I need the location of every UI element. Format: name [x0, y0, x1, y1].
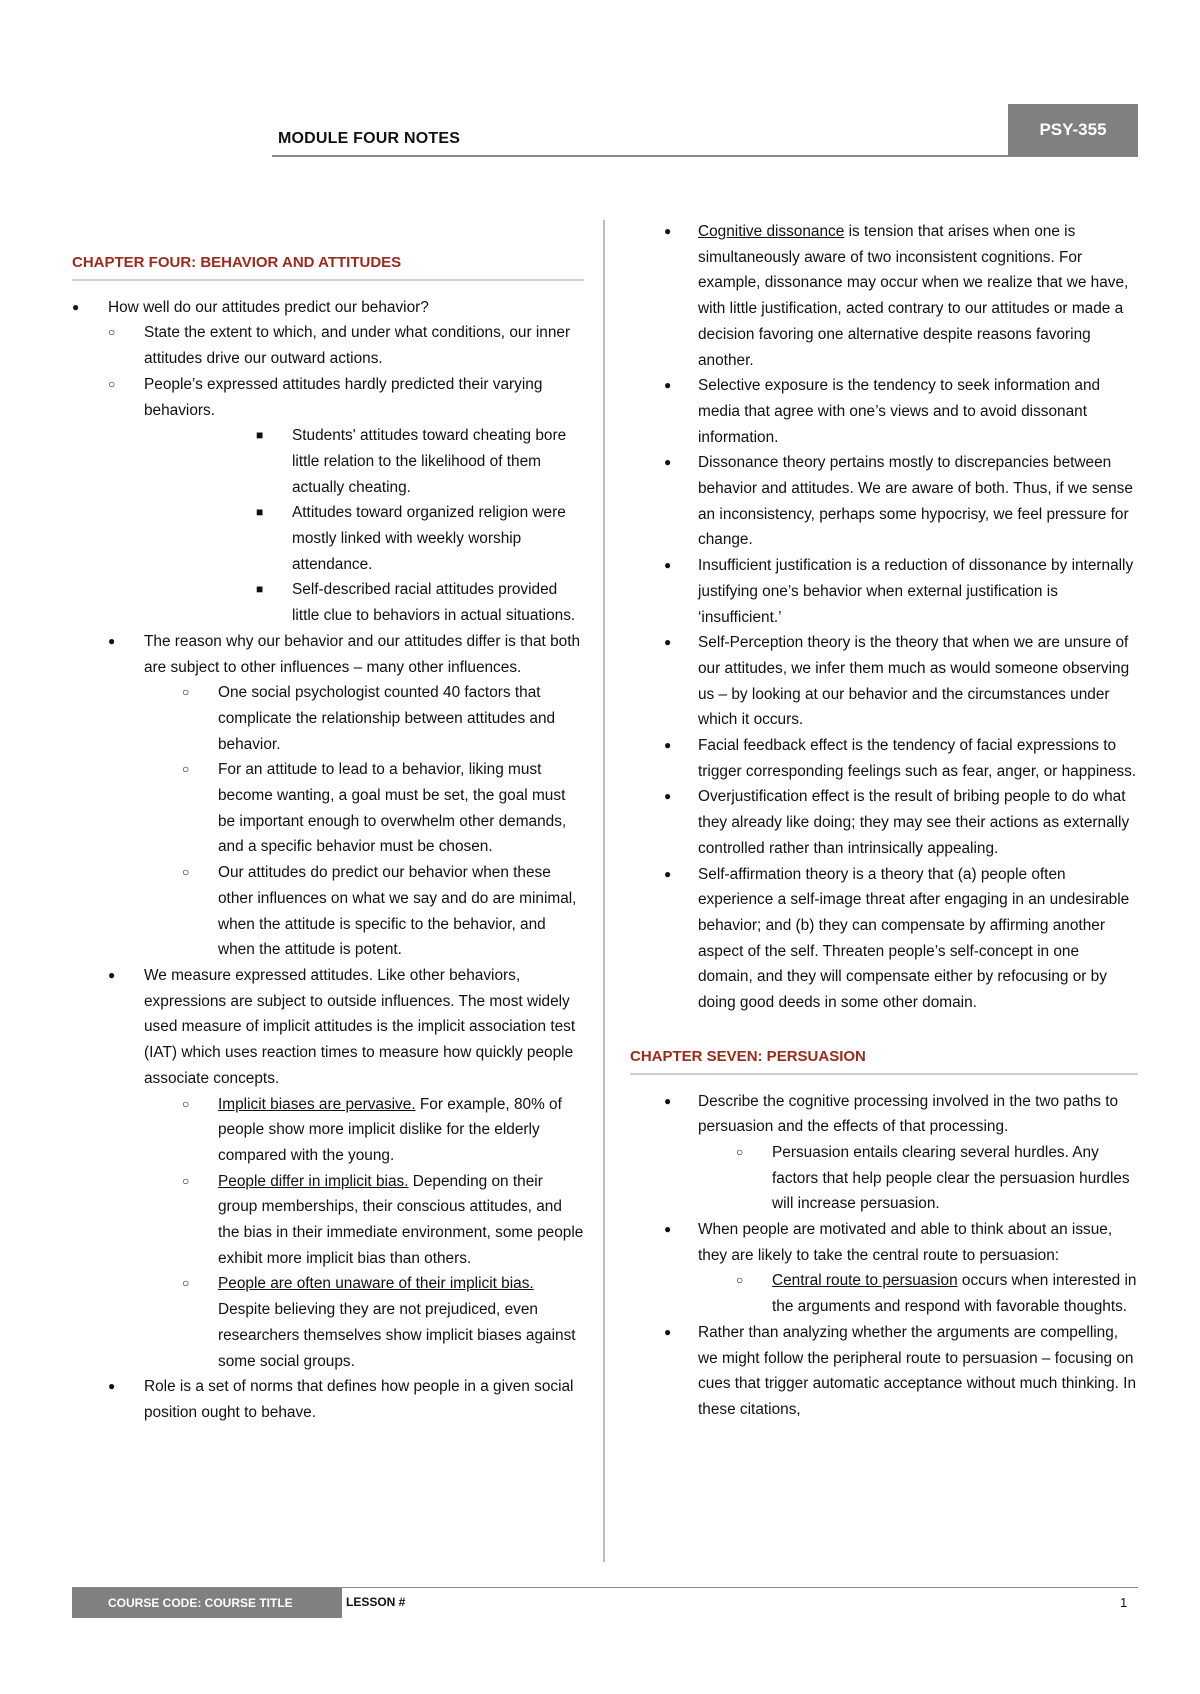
- list-item-text: Dissonance theory pertains mostly to discrepancies between behavior and attitudes. We are aware of both. Thus, if we sense an inconsistency, perhaps some hypocrisy, we feel pressure for change.: [698, 454, 1133, 549]
- list-item: [630, 862, 1138, 1016]
- list-item: [72, 423, 584, 500]
- list-item-text: One social psychologist counted 40 factors that complicate the relationship between attitudes and behavior.: [218, 684, 556, 753]
- chapter-seven-heading: CHAPTER SEVEN: PERSUASION: [630, 1044, 1138, 1075]
- list-item: [72, 963, 584, 1092]
- list-item-text: State the extent to which, and under what conditions, our inner attitudes drive our outward actions.: [144, 324, 571, 368]
- dot-bullet-icon: ●: [664, 378, 672, 393]
- chapter-four-heading: CHAPTER FOUR: BEHAVIOR AND ATTITUDES: [72, 250, 584, 281]
- column-divider: [603, 220, 605, 1562]
- list-item: [72, 1374, 584, 1425]
- list-item: [630, 450, 1138, 553]
- list-item: [72, 860, 584, 963]
- underlined-term: Central route to persuasion: [772, 1272, 958, 1290]
- dot-bullet-icon: ●: [664, 789, 672, 804]
- dot-bullet-icon: ●: [108, 1379, 116, 1394]
- list-item-text: We measure expressed attitudes. Like other behaviors, expressions are subject to outside influences. The most widely used measure of implicit attitudes is the implicit association test (IAT) which uses reaction times to measure how quickly people associate concepts.: [144, 966, 576, 1087]
- list-item: [72, 629, 584, 680]
- dot-bullet-icon: ●: [664, 635, 672, 650]
- underlined-term: Implicit biases are pervasive.: [218, 1095, 416, 1113]
- list-item: [630, 219, 1138, 373]
- right-notes-list: [630, 219, 1138, 1016]
- persuasion-notes-list: [630, 1089, 1138, 1423]
- circle-bullet-icon: ○: [736, 1273, 744, 1288]
- list-item: [630, 733, 1138, 784]
- dot-bullet-icon: ●: [664, 1222, 672, 1237]
- circle-bullet-icon: ○: [182, 1276, 190, 1291]
- dot-bullet-icon: ●: [72, 299, 80, 314]
- list-item-text: For example, 80% of people show more implicit dislike for the elderly compared with the young.: [218, 1095, 562, 1164]
- list-item: [630, 630, 1138, 733]
- course-badge: PSY-355: [1008, 104, 1138, 156]
- list-item-text: is tension that arises when one is simultaneously aware of two inconsistent cognitions. For example, dissonance may occur when we realize that we have, with little justification, acted contrary to our attitudes or made a decision favoring one alternative despite reasons favoring another.: [698, 223, 1129, 369]
- list-item: [630, 1089, 1138, 1140]
- list-item: [72, 1169, 584, 1272]
- list-item: [630, 1217, 1138, 1268]
- dot-bullet-icon: ●: [664, 224, 672, 238]
- circle-bullet-icon: ○: [108, 325, 116, 340]
- list-item-text: Self-affirmation theory is a theory that (a) people often experience a self-image threat after engaging in an undesirable behavior; and (b) they can compensate by affirming another aspect of the self. Threaten people’s self-concept in one domain, and they will compensate either by refocusing or by doing good deeds in some other domain.: [698, 865, 1130, 1012]
- left-notes-list: [72, 295, 584, 1426]
- list-item: [630, 1268, 1138, 1319]
- list-item-text: How well do our attitudes predict our behavior?: [108, 298, 429, 316]
- list-item: [72, 757, 584, 860]
- list-item-text: Self-Perception theory is the theory that when we are unsure of our attitudes, we infer them much as would someone observing us – by looking at our behavior and the circumstances under which it occurs.: [698, 634, 1130, 729]
- list-item: [72, 577, 584, 628]
- circle-bullet-icon: ○: [108, 376, 116, 391]
- list-item-text: People’s expressed attitudes hardly predicted their varying behaviors.: [144, 375, 543, 419]
- square-bullet-icon: ■: [256, 428, 264, 443]
- list-item-text: Despite believing they are not prejudiced, even researchers themselves show implicit biases against some social groups.: [218, 1301, 576, 1370]
- list-item: [630, 784, 1138, 861]
- circle-bullet-icon: ○: [182, 865, 190, 880]
- list-item-text: Self-described racial attitudes provided little clue to behaviors in actual situations.: [292, 581, 576, 625]
- footer-course: COURSE CODE: COURSE TITLE: [72, 1588, 342, 1618]
- list-item: [72, 295, 584, 321]
- list-item: [630, 1140, 1138, 1217]
- list-item-text: Students' attitudes toward cheating bore little relation to the likelihood of them actually cheating.: [292, 427, 567, 496]
- list-item-text: Role is a set of norms that defines how people in a given social position ought to behave.: [144, 1378, 574, 1421]
- dot-bullet-icon: ●: [664, 738, 672, 753]
- dot-bullet-icon: ●: [664, 1093, 672, 1108]
- page-title: MODULE FOUR NOTES: [278, 130, 461, 147]
- list-item: [630, 1320, 1138, 1423]
- list-item: [72, 680, 584, 757]
- list-item: [72, 500, 584, 577]
- right-column: [630, 219, 1138, 1423]
- underlined-term: People differ in implicit bias.: [218, 1172, 409, 1190]
- list-item-text: Our attitudes do predict our behavior when these other influences on what we say and do are minimal, when the attitude is specific to the behavior, and when the attitude is potent.: [218, 864, 577, 959]
- circle-bullet-icon: ○: [736, 1144, 744, 1159]
- page-number: 1: [1120, 1595, 1128, 1610]
- dot-bullet-icon: ●: [108, 633, 116, 648]
- list-item-text: The reason why our behavior and our attitudes differ is that both are subject to other influences – many other influences.: [144, 632, 581, 676]
- list-item-text: Selective exposure is the tendency to seek information and media that agree with one’s views and to avoid dissonant information.: [698, 377, 1101, 446]
- list-item-text: Rather than analyzing whether the arguments are compelling, we might follow the peripheral route to persuasion – focusing on cues that trigger automatic acceptance without much thinking. In these citations,: [698, 1323, 1137, 1418]
- list-item-text: Persuasion entails clearing several hurdles. Any factors that help people clear the persuasion hurdles will increase persuasion.: [772, 1143, 1130, 1213]
- list-item-text: When people are motivated and able to think about an issue, they are likely to take the central route to persuasion:: [698, 1221, 1113, 1264]
- list-item: [72, 320, 584, 371]
- square-bullet-icon: ■: [256, 505, 264, 520]
- circle-bullet-icon: ○: [182, 762, 190, 777]
- square-bullet-icon: ■: [256, 582, 264, 597]
- list-item-text: Attitudes toward organized religion were mostly linked with weekly worship attendance.: [292, 504, 566, 573]
- list-item-text: Insufficient justification is a reduction of dissonance by internally justifying one’s behavior when external justification is ‘insufficient.’: [698, 557, 1134, 626]
- dot-bullet-icon: ●: [108, 967, 116, 982]
- list-item: [630, 553, 1138, 630]
- list-item-text: Depending on their group memberships, their conscious attitudes, and the bias in their immediate environment, some people exhibit more implicit bias than others.: [218, 1172, 584, 1267]
- list-item: [72, 1092, 584, 1169]
- dot-bullet-icon: ●: [664, 455, 672, 470]
- circle-bullet-icon: ○: [182, 1096, 190, 1111]
- dot-bullet-icon: ●: [664, 1324, 672, 1339]
- footer-lesson: LESSON #: [346, 1595, 406, 1609]
- list-item-text: For an attitude to lead to a behavior, liking must become wanting, a goal must be set, the goal must be important enough to overwhelm other demands, and a specific behavior must be chosen.: [218, 761, 567, 856]
- circle-bullet-icon: ○: [182, 1173, 190, 1188]
- left-column: [72, 250, 584, 1426]
- list-item-text: Overjustification effect is the result of bribing people to do what they already like doing; they may see their actions as externally controlled rather than intrinsically appealing.: [698, 788, 1130, 857]
- list-item: [72, 372, 584, 423]
- list-item: [72, 1271, 584, 1374]
- dot-bullet-icon: ●: [664, 866, 672, 881]
- list-item-text: occurs when interested in the arguments and respond with favorable thoughts.: [772, 1272, 1137, 1316]
- underlined-term: People are often unaware of their implicit bias.: [218, 1275, 534, 1293]
- dot-bullet-icon: ●: [664, 558, 672, 573]
- list-item-text: Facial feedback effect is the tendency of facial expressions to trigger corresponding feelings such as fear, anger, or happiness.: [698, 737, 1137, 780]
- circle-bullet-icon: ○: [182, 685, 190, 700]
- list-item-text: Describe the cognitive processing involved in the two paths to persuasion and the effects of that processing.: [698, 1092, 1119, 1136]
- list-item: [630, 373, 1138, 450]
- underlined-term: Cognitive dissonance: [698, 223, 845, 240]
